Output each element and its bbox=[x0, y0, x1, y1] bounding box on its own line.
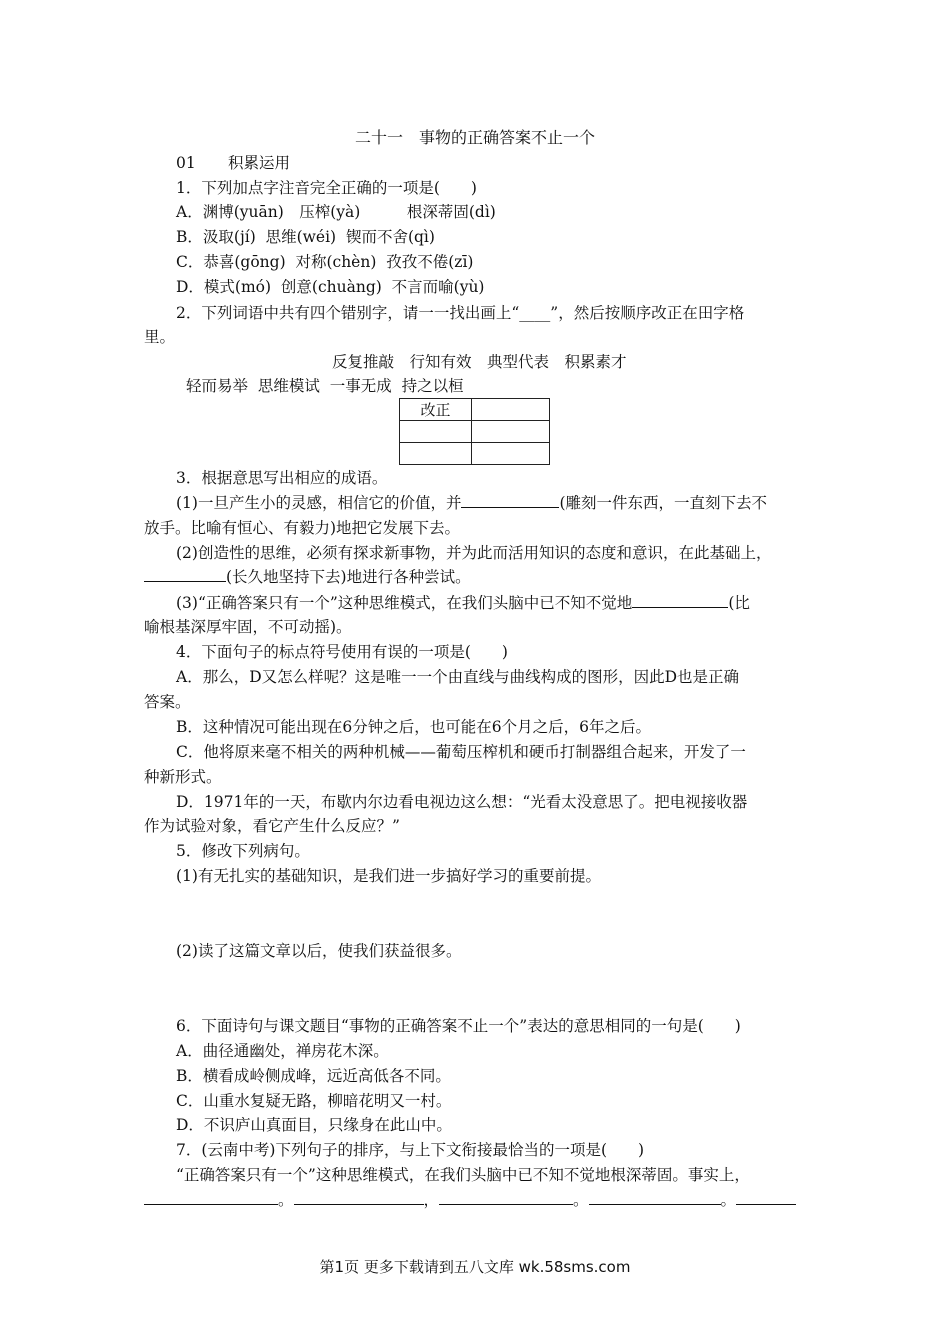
answer-blank[interactable] bbox=[144, 567, 226, 582]
page-title: 二十一 事物的正确答案不止一个 bbox=[354, 128, 595, 147]
q5-stem: 5．修改下列病句。 bbox=[176, 842, 310, 860]
q5-sentence2: (2)读了这篇文章以后，使我们获益很多。 bbox=[176, 942, 462, 960]
q4-option-c-line1: C．他将原来毫不相关的两种机械——葡萄压榨机和硬币打制器组合起来，开发了一 bbox=[176, 743, 746, 761]
answer-blank[interactable] bbox=[439, 1190, 573, 1205]
q7-text: “正确答案只有一个”这种思维模式，在我们头脑中已不知不觉地根深蒂固。事实上， bbox=[176, 1166, 750, 1184]
q2-words-line2: 轻而易举 思维模试 一事无成 持之以桓 bbox=[186, 377, 464, 395]
answer-blank[interactable] bbox=[144, 1190, 278, 1205]
q4-option-c-line2: 种新形式。 bbox=[144, 768, 222, 786]
section-number: 01 bbox=[176, 154, 196, 172]
q2-words-line1: 反复推敲 行知有效 典型代表 积累素才 bbox=[332, 353, 627, 371]
correction-grid bbox=[399, 398, 550, 465]
q4-option-d-line2: 作为试验对象，看它产生什么反应？” bbox=[144, 817, 400, 835]
q4-option-d-line1: D．1971年的一天，布歇内尔边看电视边这么想：“光看太没意思了。把电视接收器 bbox=[176, 793, 748, 811]
q4-option-b: B．这种情况可能出现在6分钟之后，也可能在6个月之后，6年之后。 bbox=[176, 718, 651, 736]
q6-option-d: D．不识庐山真面目，只缘身在此山中。 bbox=[176, 1116, 452, 1134]
answer-blank[interactable] bbox=[632, 593, 728, 608]
q3-item3-line2: 喻根基深厚牢固，不可动摇)。 bbox=[144, 618, 352, 636]
q5-sentence1: (1)有无扎实的基础知识，是我们进一步搞好学习的重要前提。 bbox=[176, 867, 601, 885]
q6-option-b: B．横看成岭侧成峰，远近高低各不同。 bbox=[176, 1067, 451, 1085]
q4-option-a-line1: A．那么，D又怎么样呢？这是唯一一个由直线与曲线构成的图形，因此D也是正确 bbox=[176, 668, 740, 686]
q3-item1-line1: (1)一旦产生小的灵感，相信它的价值，并 (雕刻一件东西，一直刻下去不 bbox=[176, 494, 768, 512]
q3-item2-line1: (2)创造性的思维，必须有探求新事物，并为此而活用知识的态度和意识，在此基础上， bbox=[176, 544, 772, 562]
q3-item2-line2: (长久地坚持下去)地进行各种尝试。 bbox=[144, 566, 471, 588]
q1-stem: 1．下列加点字注音完全正确的一项是( ) bbox=[176, 179, 477, 197]
page-footer: 第1页 更多下载请到五八文库 wk.58sms.com bbox=[319, 1258, 631, 1276]
q7-blanks: 。 ， 。 。 bbox=[144, 1189, 796, 1211]
q1-option-a: A．渊博(yuān) 压榨(yà) 根深蒂固(dì) bbox=[176, 203, 496, 221]
answer-blank[interactable] bbox=[589, 1190, 721, 1205]
section-label: 积累运用 bbox=[228, 154, 291, 172]
q1-option-d: D．模式(mó) 创意(chuàng) 不言而喻(yù) bbox=[176, 278, 485, 296]
q1-option-c: C．恭喜(gōng) 对称(chèn) 孜孜不倦(zī) bbox=[176, 253, 474, 271]
q6-option-a: A．曲径通幽处，禅房花木深。 bbox=[176, 1042, 389, 1060]
q3-item3-line1: (3)“正确答案只有一个”这种思维模式，在我们头脑中已不知不觉地 (比 bbox=[176, 594, 750, 612]
q3-item1-line2: 放手。比喻有恒心、有毅力)地把它发展下去。 bbox=[144, 519, 461, 537]
q4-option-a-line2: 答案。 bbox=[144, 693, 191, 711]
grid-cell[interactable] bbox=[472, 443, 550, 465]
grid-cell[interactable] bbox=[400, 421, 472, 443]
q2-stem-line2: 里。 bbox=[144, 328, 176, 346]
q6-stem: 6．下面诗句与课文题目“事物的正确答案不止一个”表达的意思相同的一句是( ) bbox=[176, 1017, 741, 1035]
answer-blank[interactable] bbox=[294, 1190, 424, 1205]
q1-option-b: B．汲取(jí) 思维(wéi) 锲而不舍(qì) bbox=[176, 228, 435, 246]
q4-stem: 4．下面句子的标点符号使用有误的一项是( ) bbox=[176, 643, 508, 661]
answer-blank[interactable] bbox=[461, 493, 559, 508]
grid-cell[interactable] bbox=[472, 399, 550, 421]
grid-header: 改正 bbox=[400, 399, 472, 421]
answer-blank[interactable] bbox=[736, 1190, 796, 1205]
q6-option-c: C．山重水复疑无路，柳暗花明又一村。 bbox=[176, 1092, 452, 1110]
q7-stem: 7．(云南中考)下列句子的排序，与上下文衔接最恰当的一项是( ) bbox=[176, 1141, 645, 1159]
grid-cell[interactable] bbox=[400, 443, 472, 465]
grid-cell[interactable] bbox=[472, 421, 550, 443]
q3-stem: 3．根据意思写出相应的成语。 bbox=[176, 469, 388, 487]
q2-stem-line1: 2．下列词语中共有四个错别字，请一一找出画上“____”，然后按顺序改正在田字格 bbox=[176, 304, 745, 322]
